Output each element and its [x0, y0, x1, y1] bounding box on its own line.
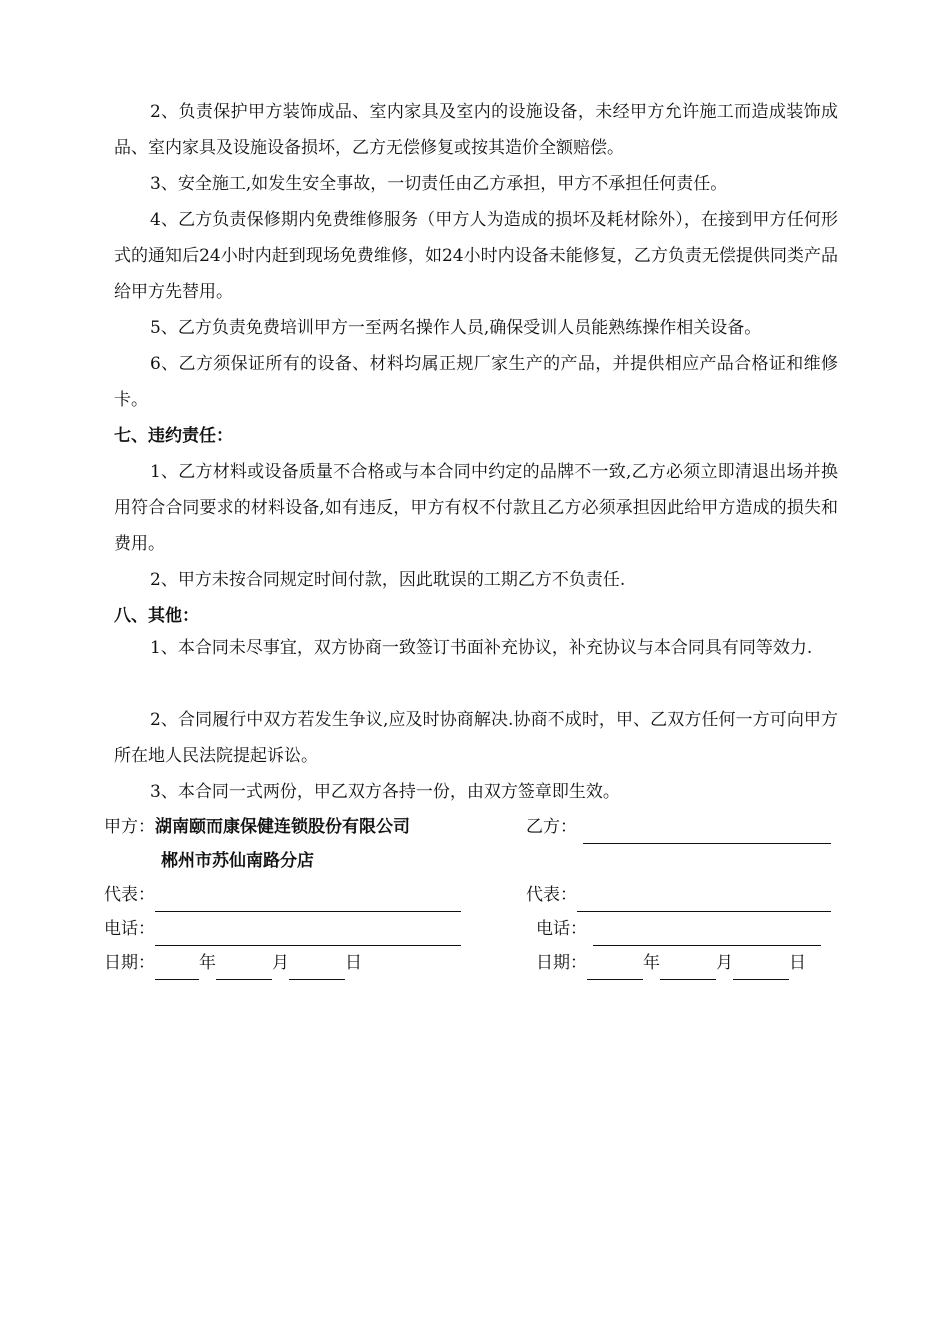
party-b-month-line[interactable]	[660, 957, 716, 980]
party-b-day-line[interactable]	[733, 957, 789, 980]
party-b-phone-row	[536, 912, 821, 946]
party-a-branch: 郴州市苏仙南路分店	[161, 851, 314, 871]
party-a-name: 湖南颐而康保健连锁股份有限公司	[155, 817, 410, 837]
clause-7-1: 1、乙方材料或设备质量不合格或与本合同中约定的品牌不一致,乙方必须立即清退出场并换用符合合同要求的材料设备,如有违反，甲方有权不付款且乙方必须承担因此给甲方造成的损失和费用。	[114, 462, 838, 554]
party-b-year-line[interactable]	[587, 957, 643, 980]
party-b-rep-row	[526, 878, 831, 912]
party-a-day-line[interactable]	[289, 957, 345, 980]
party-b-label: 乙方：	[526, 817, 577, 837]
party-a-day-label: 日	[345, 953, 362, 973]
party-a-date-label: 日期：	[104, 953, 155, 973]
party-b-phone-line[interactable]	[593, 923, 821, 946]
party-b-year-label: 年	[643, 953, 660, 973]
clause-6-2: 2、负责保护甲方装饰成品、室内家具及室内的设施设备，未经甲方允许施工而造成装饰成品、室内家具及设施设备损坏，乙方无偿修复或按其造价全额赔偿。	[114, 102, 838, 158]
section-8-title: 八、其他：	[114, 606, 199, 626]
clause-6-6: 6、乙方须保证所有的设备、材料均属正规厂家生产的产品，并提供相应产品合格证和维修卡。	[114, 354, 838, 410]
clause-6-5: 5、乙方负责免费培训甲方一至两名操作人员,确保受训人员能熟练操作相关设备。	[150, 318, 762, 338]
party-b-date-label: 日期：	[536, 953, 587, 973]
party-b-date-row	[536, 946, 806, 980]
clause-8-1: 1、本合同未尽事宜，双方协商一致签订书面补充协议，补充协议与本合同具有同等效力.	[150, 638, 813, 658]
clause-8-3: 3、本合同一式两份，甲乙双方各持一份，由双方签章即生效。	[150, 782, 620, 802]
clause-6-3: 3、安全施工,如发生安全事故，一切责任由乙方承担，甲方不承担任何责任。	[150, 174, 728, 194]
party-b-rep-label: 代表：	[526, 885, 577, 905]
party-a-phone-label: 电话：	[104, 919, 155, 939]
party-a-year-line[interactable]	[155, 957, 199, 980]
party-a-date-row	[104, 946, 362, 980]
party-b-name-line[interactable]	[583, 821, 831, 844]
party-a-rep-line[interactable]	[155, 889, 461, 912]
party-b-phone-label: 电话：	[536, 919, 587, 939]
party-a-month-line[interactable]	[216, 957, 272, 980]
party-a-rep-label: 代表：	[104, 885, 155, 905]
party-a-label: 甲方：	[104, 817, 155, 837]
party-a-rep-row	[104, 878, 461, 912]
party-b-rep-line[interactable]	[577, 889, 831, 912]
section-7-title: 七、违约责任：	[114, 426, 233, 446]
party-b-day-label: 日	[789, 953, 806, 973]
party-a-phone-row	[104, 912, 461, 946]
party-b-month-label: 月	[716, 953, 733, 973]
party-b-row	[526, 810, 831, 844]
party-a-month-label: 月	[272, 953, 289, 973]
party-a-phone-line[interactable]	[155, 923, 461, 946]
clause-8-2: 2、合同履行中双方若发生争议,应及时协商解决.协商不成时，甲、乙双方任何一方可向甲方所在地人民法院提起诉讼。	[114, 710, 838, 766]
party-a-row	[104, 810, 410, 844]
clause-7-2: 2、甲方未按合同规定时间付款，因此耽误的工期乙方不负责任.	[150, 570, 626, 590]
party-a-year-label: 年	[199, 953, 216, 973]
clause-6-4: 4、乙方负责保修期内免费维修服务（甲方人为造成的损坏及耗材除外），在接到甲方任何形式的通知后24小时内赶到现场免费维修，如24小时内设备未能修复，乙方负责无偿提供同类产品给甲方先替用。	[114, 210, 838, 302]
